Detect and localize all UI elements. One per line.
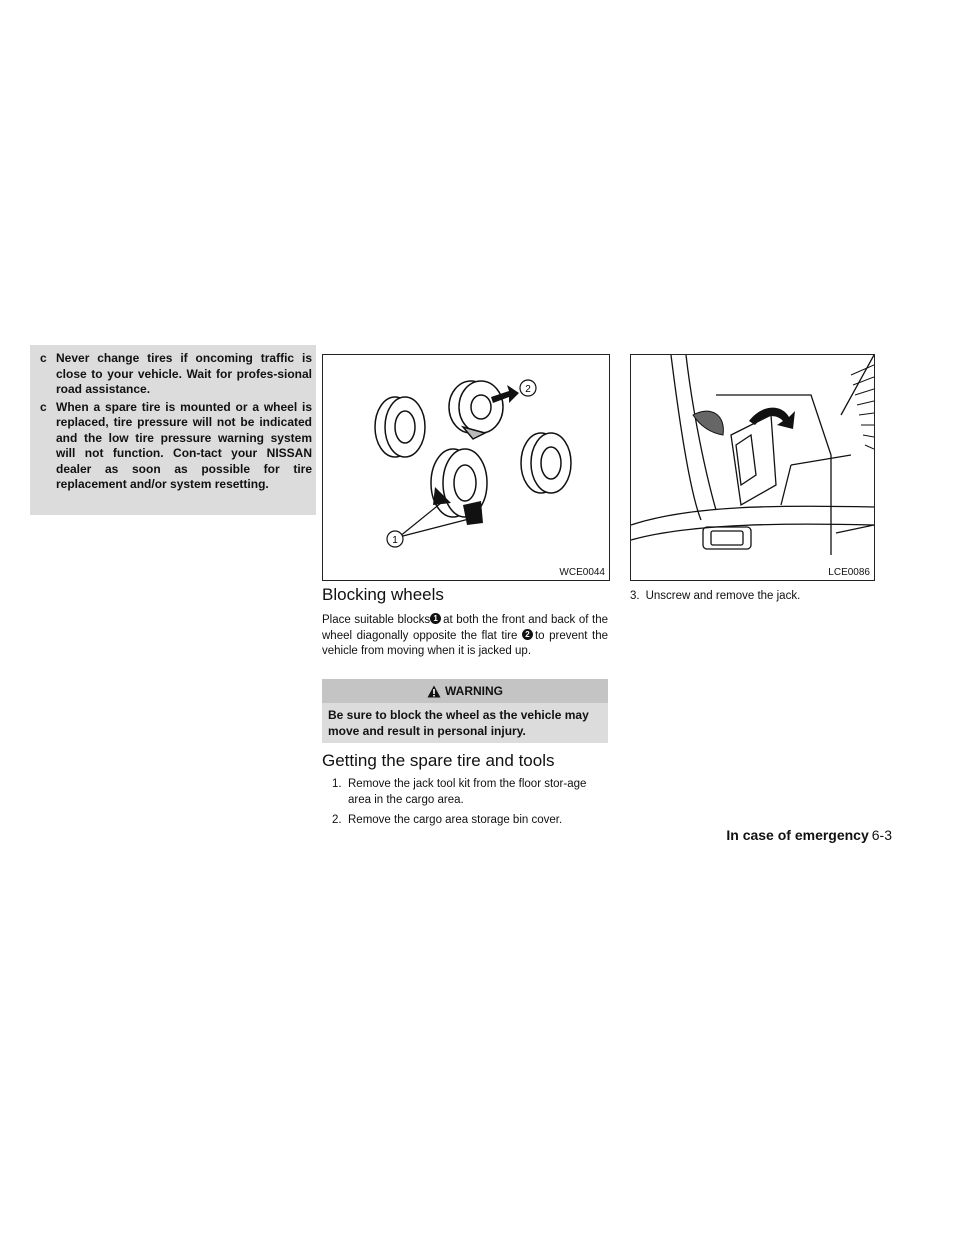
spare-tire-section [322,751,608,834]
section-heading: Blocking wheels [322,585,444,604]
caution-item: c Never change tires if oncoming traffic is close to your vehicle. Wait for profes-sional road assistance. [40,351,312,396]
section-name: In case of emergency [726,827,869,843]
blocking-wheels-section [322,585,608,660]
warning-text: Be sure to block the wheel as the vehicle may move and result in personal injury. [328,708,589,738]
caution-box [30,345,316,515]
label-1: 1 [392,535,398,546]
marker-2-icon: 2 [522,629,533,640]
caution-list [30,345,316,493]
page-number: 6-3 [871,827,892,843]
warning-triangle-icon [427,685,441,698]
step-item: 2. Remove the cargo area storage bin cover. [332,814,563,826]
section-heading: Getting the spare tire and tools [322,751,555,770]
figure-code: WCE0044 [559,567,605,578]
warning-title: WARNING [445,684,503,698]
bullet-icon: c [40,399,47,414]
wheel-blocks-illustration [322,354,610,581]
blocking-paragraph: Place suitable blocks 1 at both the front and back of the wheel diagonally opposite the flat tire 2 to prevent the vehicle from moving when it is jacked up. [322,614,608,657]
marker-1-icon: 1 [430,613,441,624]
label-2: 2 [525,384,531,395]
figure-code: LCE0086 [828,567,870,578]
page-footer [726,827,892,843]
jack-location-illustration [630,354,875,581]
step-item: 3. Unscrew and remove the jack. [630,590,801,602]
step-list [322,777,608,829]
wheels-drawing [323,355,609,580]
step-item: 1. Remove the jack tool kit from the floor stor-age area in the cargo area. [332,778,587,806]
warning-header [322,679,608,703]
warning-box [322,679,608,743]
bullet-icon: c [40,351,47,365]
jack-drawing [631,355,874,580]
caution-item: c When a spare tire is mounted or a wheel is replaced, tire pressure will not be indicated and the low tire pressure warning system will not function. Con-tact your NISSAN dealer as soon as possible for tire replacement and/or system resetting. [40,399,312,491]
